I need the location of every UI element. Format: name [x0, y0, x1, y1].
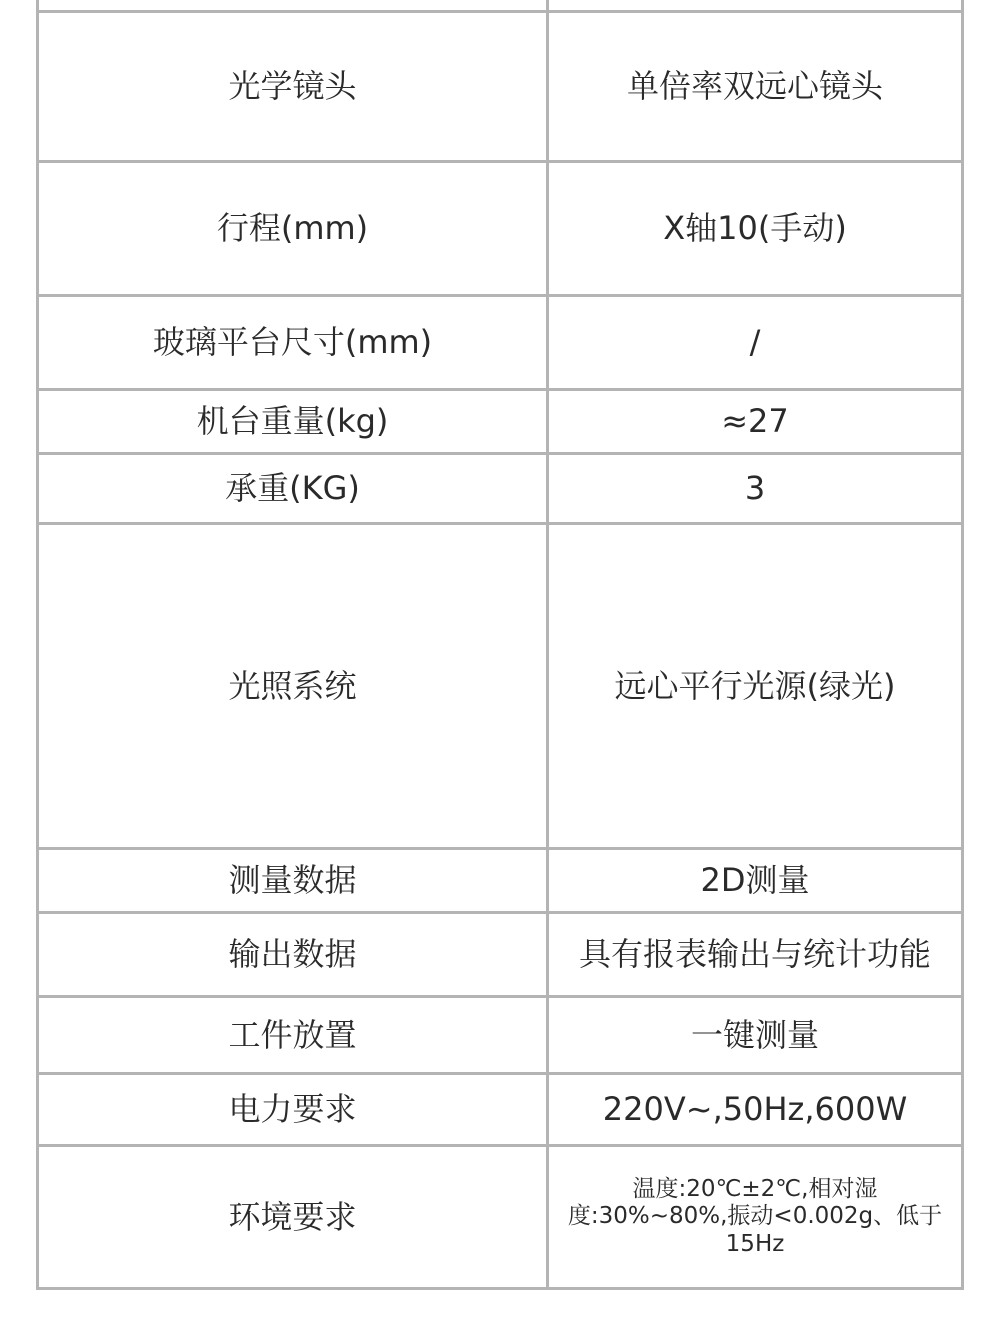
table-row-travel — [38, 162, 963, 296]
table-row-workpiece-placement — [38, 997, 963, 1074]
table-row-top-stub — [38, 0, 963, 12]
row-label: 输出数据 — [38, 913, 548, 997]
row-value: 温度:20℃±2℃,相对湿度:30%~80%,振动<0.002g、低于15Hz — [548, 1146, 963, 1289]
row-label: 工件放置 — [38, 997, 548, 1074]
row-value: ≈27 — [548, 390, 963, 454]
table-row-lighting-system — [38, 524, 963, 849]
row-value: 3 — [548, 454, 963, 524]
row-value: 一键测量 — [548, 997, 963, 1074]
row-label: 电力要求 — [38, 1074, 548, 1146]
table-row-glass-platform-size — [38, 296, 963, 390]
table-row-power-requirement — [38, 1074, 963, 1146]
table-row-machine-weight — [38, 390, 963, 454]
row-label: 光学镜头 — [38, 12, 548, 162]
table-row-output-data — [38, 913, 963, 997]
row-label: 环境要求 — [38, 1146, 548, 1289]
row-label: 光照系统 — [38, 524, 548, 849]
row-label: 测量数据 — [38, 849, 548, 913]
row-value: 单倍率双远心镜头 — [548, 12, 963, 162]
row-value: / — [548, 296, 963, 390]
row-value: 2D测量 — [548, 849, 963, 913]
row-value: 具有报表输出与统计功能 — [548, 913, 963, 997]
row-label: 玻璃平台尺寸(mm) — [38, 296, 548, 390]
table-cell — [548, 0, 963, 12]
table-row-optical-lens — [38, 12, 963, 162]
row-label: 机台重量(kg) — [38, 390, 548, 454]
table-cell — [38, 0, 548, 12]
row-label: 承重(KG) — [38, 454, 548, 524]
spec-table — [36, 0, 964, 1290]
table-row-environment-requirement — [38, 1146, 963, 1289]
row-value: 远心平行光源(绿光) — [548, 524, 963, 849]
table-row-measurement-data — [38, 849, 963, 913]
row-value: 220V~,50Hz,600W — [548, 1074, 963, 1146]
row-value: X轴10(手动) — [548, 162, 963, 296]
row-label: 行程(mm) — [38, 162, 548, 296]
table-row-load-capacity — [38, 454, 963, 524]
